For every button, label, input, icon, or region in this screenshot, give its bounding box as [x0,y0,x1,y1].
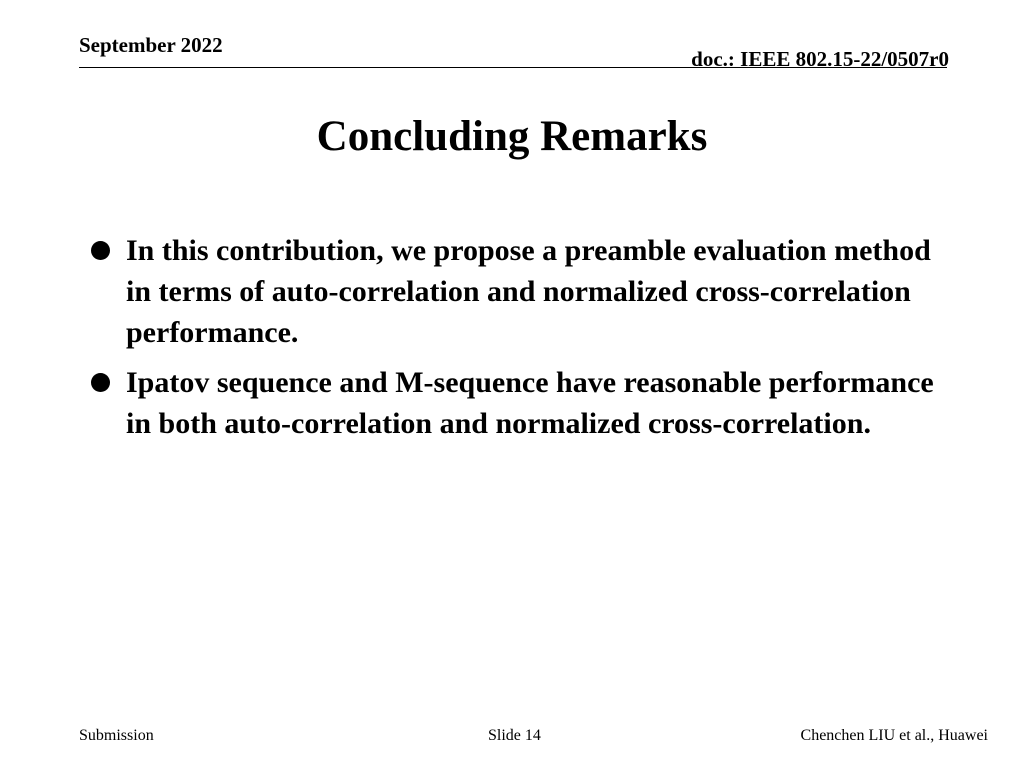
slide-title: Concluding Remarks [316,113,708,160]
bullet-item [88,230,948,353]
header-date: September 2022 [79,33,223,57]
footer-submission: Submission [79,727,154,744]
header-doc-id: doc.: IEEE 802.15-22/0507r0 [691,47,949,71]
bullet-list [88,230,948,453]
bullet-dot-icon [91,241,110,260]
bullet-item [88,362,948,444]
footer-slide-number: Slide 14 [488,727,541,744]
bullet-text: Ipatov sequence and M-sequence have reasonable performance in both auto-correlation and normalized cross-correlation. [126,366,934,440]
footer-author: Chenchen LIU et al., Huawei [800,727,988,744]
bullet-text: In this contribution, we propose a preamble evaluation method in terms of auto-correlation and normalized cross-correlation performance. [126,234,931,349]
bullet-dot-icon [91,373,110,392]
header-divider [79,67,947,68]
